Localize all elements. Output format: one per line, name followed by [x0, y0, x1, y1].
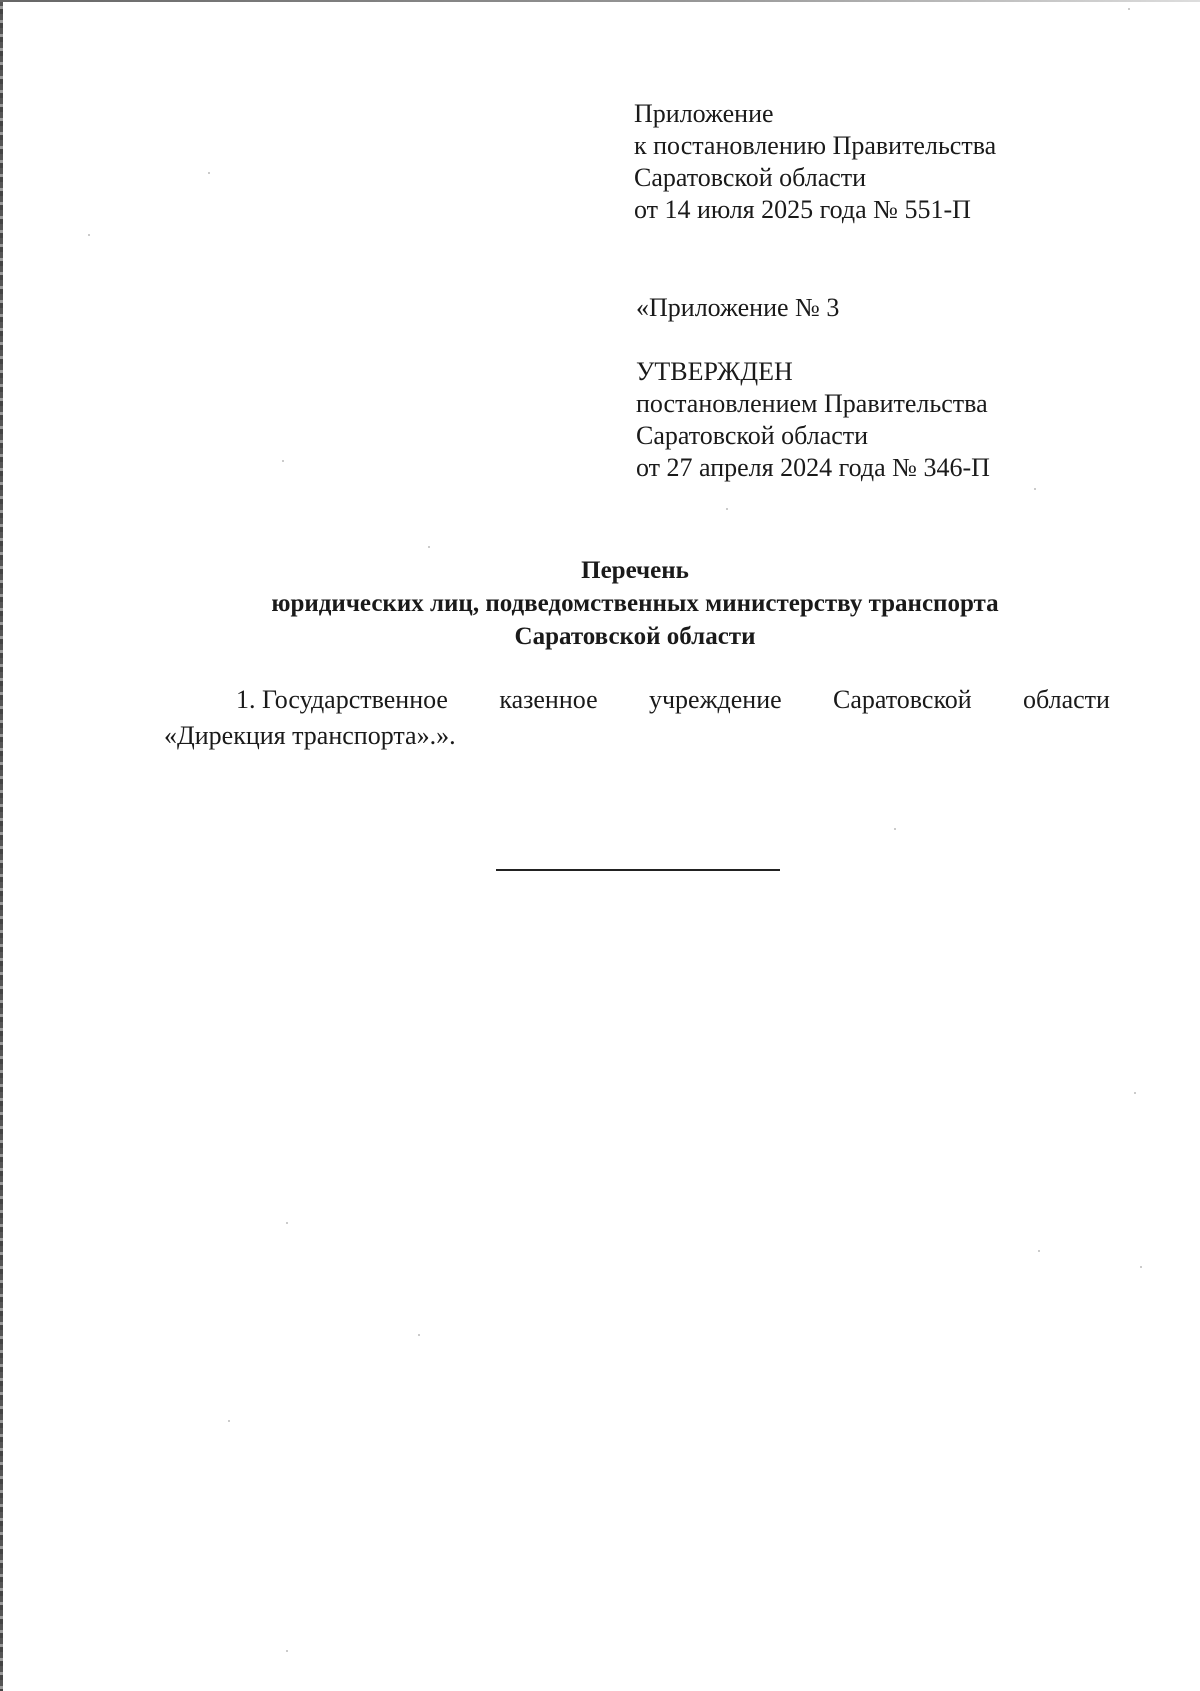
list-item-word: казенное: [499, 685, 598, 714]
scan-edge-top: [0, 0, 1200, 2]
list-item-word: Саратовской: [833, 685, 972, 714]
document-title: [150, 554, 1120, 653]
list-item-word: учреждение: [648, 685, 782, 714]
title-line: Саратовской области: [514, 623, 756, 650]
appendix-header-line: к постановлению Правительства: [634, 131, 997, 160]
appendix-header-line: от 14 июля 2025 года № 551-П: [634, 195, 971, 224]
scan-speck: [894, 828, 896, 830]
approval-line: Саратовской области: [636, 421, 869, 450]
approval-line: от 27 апреля 2024 года № 346-П: [636, 453, 990, 482]
appendix-header-line: Приложение: [634, 99, 774, 128]
list-item-second-line: «Дирекция транспорта».».: [164, 721, 456, 750]
scan-speck: [726, 508, 728, 510]
approval-line: постановлением Правительства: [636, 389, 988, 418]
title-line: Перечень: [581, 557, 689, 584]
scan-speck: [1140, 1266, 1142, 1268]
scan-speck: [228, 1420, 230, 1422]
scan-speck: [428, 546, 430, 548]
scan-speck: [208, 172, 210, 174]
scan-speck: [418, 1334, 420, 1336]
list-item-word: области: [1023, 685, 1110, 714]
scan-speck: [1034, 488, 1036, 490]
scan-speck: [1128, 8, 1130, 10]
entity-list: [164, 682, 1110, 754]
appendix-header-line: Саратовской области: [634, 163, 867, 192]
end-divider-line: [496, 869, 780, 871]
scan-speck: [1134, 1092, 1136, 1094]
list-item: [164, 682, 1110, 754]
approval-stamp-block: [636, 292, 1156, 484]
approval-line: УТВЕРЖДЕН: [636, 357, 793, 386]
scan-speck: [1038, 1250, 1040, 1252]
list-item-word: 1. Государственное: [236, 685, 448, 714]
scan-speck: [282, 460, 284, 462]
scan-speck: [286, 1650, 288, 1652]
appendix-header: [634, 98, 1154, 226]
title-line: юридических лиц, подведомственных министерству транспорта: [271, 590, 999, 617]
list-item-first-line: [164, 682, 1110, 718]
appendix-number: «Приложение № 3: [636, 293, 840, 322]
scan-speck: [88, 234, 90, 236]
scan-edge-left: [0, 0, 3, 1691]
scan-speck: [286, 1222, 288, 1224]
